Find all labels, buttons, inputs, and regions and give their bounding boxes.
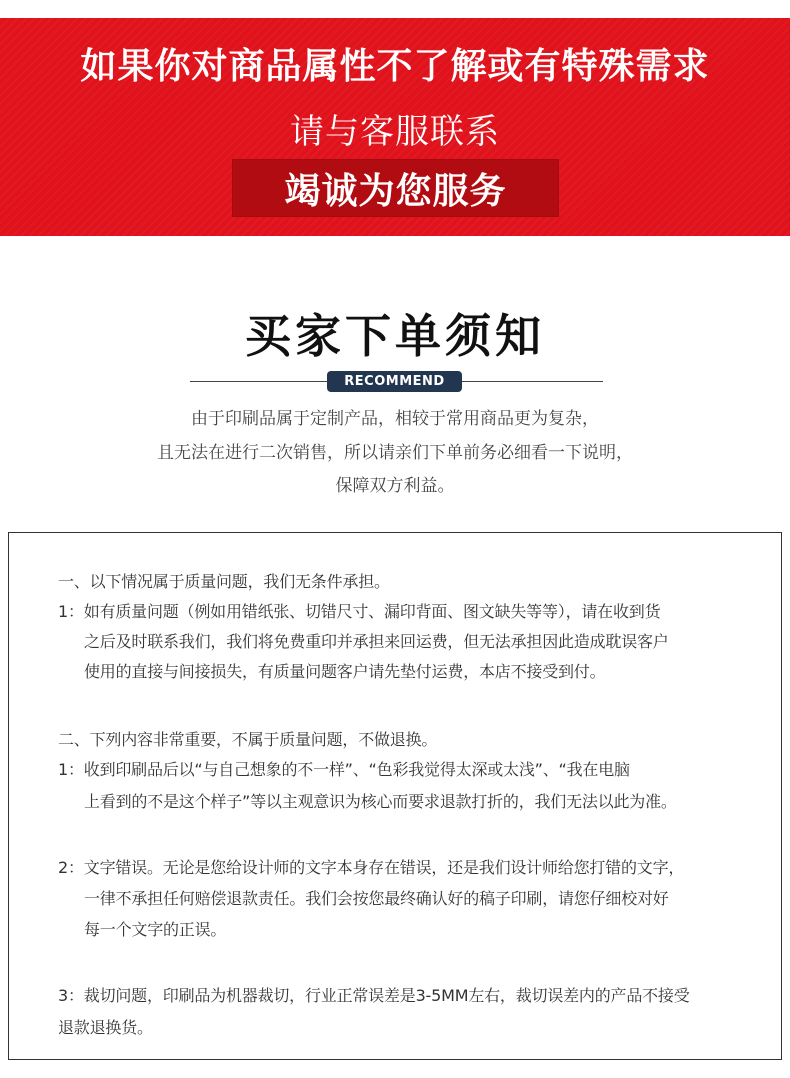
banner-subline: 请与客服联系	[290, 112, 500, 152]
recommend-badge	[327, 371, 462, 392]
divider-right	[462, 381, 603, 382]
notice-item: 1：收到印刷品后以“与自己想象的不一样”、“色彩我觉得太深或太浅”、“我在电脑	[58, 760, 630, 779]
notice-item-continued: 之后及时联系我们，我们将免费重印并承担来回运费，但无法承担因此造成耽误客户	[84, 632, 669, 651]
section-title: 买家下单须知	[245, 309, 545, 363]
notice-item-continued: 退款退换货。	[58, 1018, 153, 1037]
banner-highlight-box	[232, 159, 559, 217]
banner-headline: 如果你对商品属性不了解或有特殊需求	[80, 46, 710, 87]
notice-box	[8, 532, 782, 1060]
notice-item: 2：文字错误。无论是您给设计师的文字本身存在错误，还是我们设计师给您打错的文字，	[58, 858, 685, 877]
notice-item-continued: 每一个文字的正误。	[84, 920, 227, 939]
divider-left	[190, 381, 328, 382]
notice-heading-quality: 一、以下情况属于质量问题，我们无条件承担。	[58, 572, 390, 591]
notice-item-continued: 上看到的不是这个样子”等以主观意识为核心而要求退款打折的，我们无法以此为准。	[84, 792, 677, 811]
notice-heading-no-return: 二、下列内容非常重要，不属于质量问题，不做退换。	[58, 730, 438, 749]
notice-item: 1：如有质量问题（例如用错纸张、切错尺寸、漏印背面、图文缺失等等），请在收到货	[58, 602, 661, 621]
banner-service-text: 竭诚为您服务	[284, 170, 507, 212]
notice-item-continued: 使用的直接与间接损失，有质量问题客户请先垫付运费，本店不接受到付。	[84, 662, 606, 681]
recommend-badge-label: RECOMMEND	[344, 374, 445, 389]
intro-line: 且无法在进行二次销售，所以请亲们下单前务必细看一下说明，	[157, 443, 633, 463]
intro-line: 由于印刷品属于定制产品，相较于常用商品更为复杂，	[191, 409, 599, 429]
intro-line: 保障双方利益。	[335, 476, 455, 496]
contact-banner	[0, 18, 790, 236]
notice-item-continued: 一律不承担任何赔偿退款责任。我们会按您最终确认好的稿子印刷，请您仔细校对好	[84, 889, 669, 908]
notice-item: 3：裁切问题，印刷品为机器裁切，行业正常误差是3-5MM左右，裁切误差内的产品不接受	[58, 986, 690, 1005]
